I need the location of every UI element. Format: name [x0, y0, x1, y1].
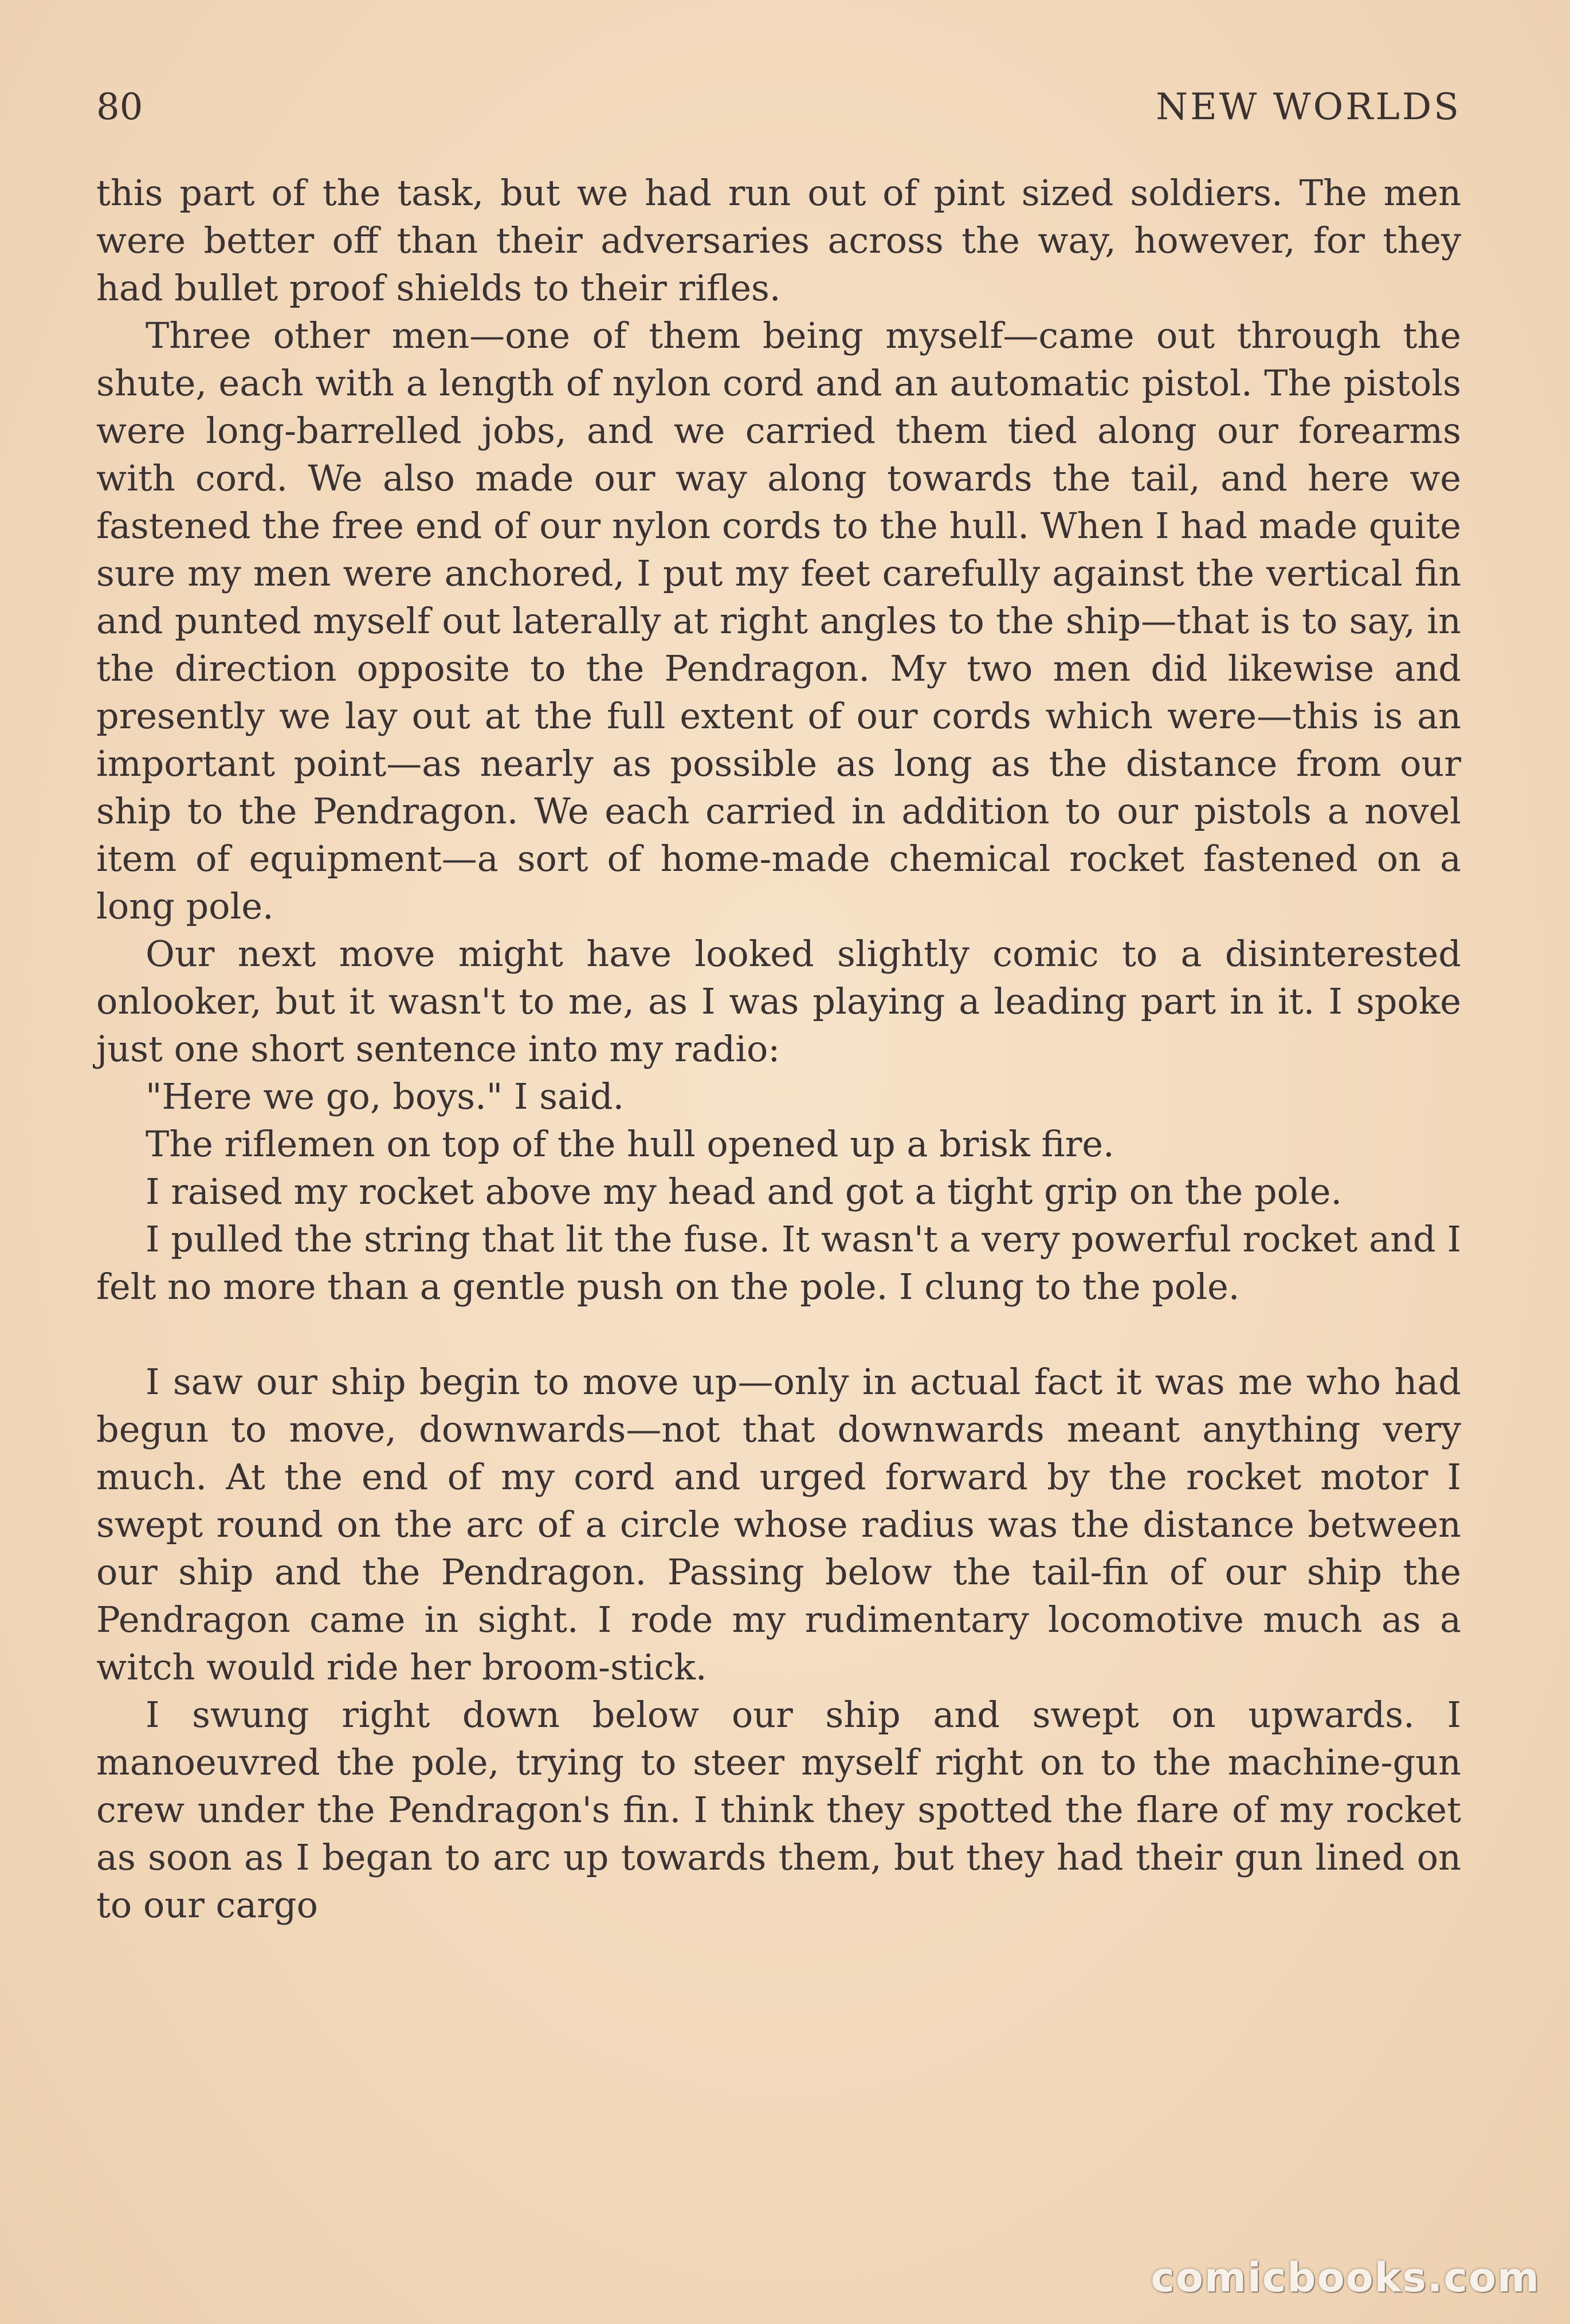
body-text — [96, 169, 1461, 1929]
paragraph: Our next move might have looked slightly comic to a disinterested onlooker, but it wasn't to me, as I was playing a leading part in it. I spoke just one short sentence into my radio: — [96, 933, 1461, 1070]
paragraph: I pulled the string that lit the fuse. It wasn't a very powerful rocket and I felt no more than a gentle push on the pole. I clung to the pole. — [96, 1218, 1461, 1308]
running-head: NEW WORLDS — [1156, 86, 1461, 128]
paragraph: "Here we go, boys." I said. — [146, 1075, 625, 1117]
paragraph: I raised my rocket above my head and got a tight grip on the pole. — [146, 1171, 1343, 1212]
paragraph: I swung right down below our ship and swept on upwards. I manoeuvred the pole, trying to steer myself right on to the machine-gun crew under the Pendragon's fin. I think they spotted the flare of my rocket as soon as I began to arc up towards them, but they had their gun lined on to our cargo — [96, 1694, 1461, 1926]
paragraph: this part of the task, but we had run out of pint sized soldiers. The men were better off than their adversaries across the way, however, for they had bullet proof shields to their rifles. — [96, 172, 1461, 309]
watermark: comicbooks.com — [1151, 2254, 1540, 2301]
page-header — [96, 86, 1461, 149]
page-number: 80 — [96, 86, 143, 128]
paragraph: Three other men—one of them being myself—came out through the shute, each with a length of nylon cord and an automatic pistol. The pistols were long-barrelled jobs, and we carried them tied along our forearms with cord. We also made our way along towards the tail, and here we fastened the free end of our nylon cords to the hull. When I had made quite sure my men were anchored, I put my feet carefully against the vertical fin and punted myself out laterally at right angles to the ship—that is to say, in the direction opposite to the Pendragon. My two men did likewise and presently we lay out at the full extent of our cords which were—this is an important point—as nearly as possible as long as the distance from our ship to the Pendragon. We each carried in addition to our pistols a novel item of equipment—a sort of home-made chemical rocket fastened on a long pole. — [96, 315, 1461, 927]
paragraph: The riflemen on top of the hull opened up a brisk fire. — [146, 1123, 1114, 1165]
paragraph: I saw our ship begin to move up—only in actual fact it was me who had begun to move, downwards—not that downwards meant anything very much. At the end of my cord and urged forward by the rocket motor I swept round on the arc of a circle whose radius was the distance between our ship and the Pendragon. Passing below the tail-fin of our ship the Pendragon came in sight. I rode my rudimentary locomotive much as a witch would ride her broom-stick. — [96, 1361, 1461, 1688]
